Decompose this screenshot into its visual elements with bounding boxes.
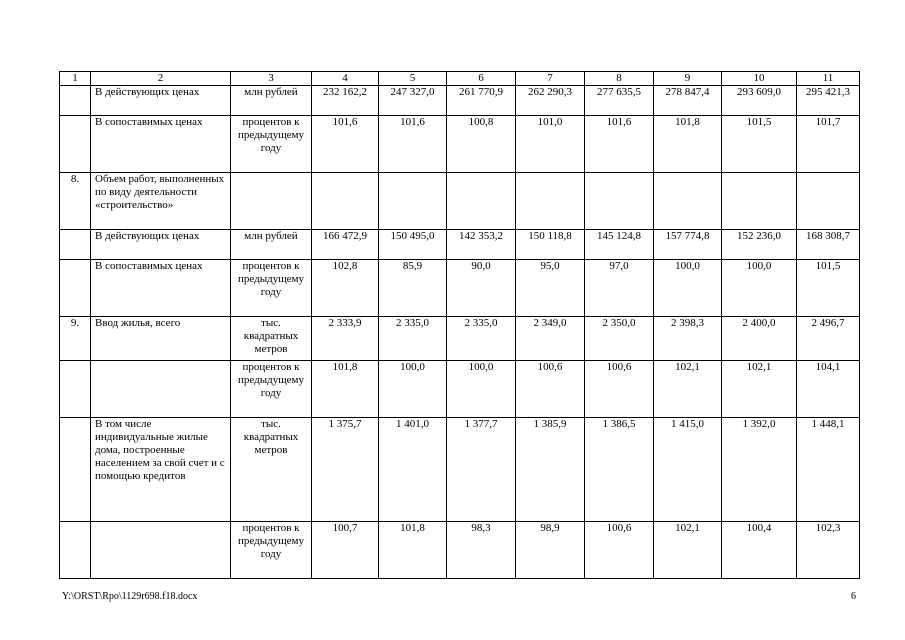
value-cell: 262 290,3 xyxy=(516,86,585,116)
value-cell: 293 609,0 xyxy=(722,86,797,116)
value-cell: 100,0 xyxy=(722,260,797,317)
value-cell: 97,0 xyxy=(585,260,654,317)
value-cell xyxy=(585,173,654,230)
indicator-name: В сопоставимых ценах xyxy=(91,260,231,317)
value-cell: 232 162,2 xyxy=(312,86,379,116)
value-cell: 157 774,8 xyxy=(654,230,722,260)
value-cell: 100,0 xyxy=(654,260,722,317)
value-cell: 102,3 xyxy=(797,522,860,579)
value-cell: 2 350,0 xyxy=(585,317,654,361)
indicator-name: Ввод жилья, всего xyxy=(91,317,231,361)
value-cell: 100,4 xyxy=(722,522,797,579)
value-cell: 98,9 xyxy=(516,522,585,579)
indicator-name: В сопоставимых ценах xyxy=(91,116,231,173)
header-cell: 2 xyxy=(91,72,231,86)
table-row xyxy=(60,522,860,579)
value-cell: 1 448,1 xyxy=(797,418,860,522)
footer-page-number: 6 xyxy=(851,591,856,602)
unit-of-measure: тыс. квадратных метров xyxy=(231,418,312,522)
header-cell: 7 xyxy=(516,72,585,86)
value-cell: 2 333,9 xyxy=(312,317,379,361)
value-cell: 102,1 xyxy=(722,361,797,418)
value-cell: 101,8 xyxy=(379,522,447,579)
header-cell: 4 xyxy=(312,72,379,86)
value-cell: 150 495,0 xyxy=(379,230,447,260)
value-cell xyxy=(447,173,516,230)
value-cell: 1 385,9 xyxy=(516,418,585,522)
value-cell: 102,8 xyxy=(312,260,379,317)
value-cell: 101,6 xyxy=(379,116,447,173)
row-number xyxy=(60,361,91,418)
value-cell: 1 392,0 xyxy=(722,418,797,522)
value-cell: 100,7 xyxy=(312,522,379,579)
value-cell: 142 353,2 xyxy=(447,230,516,260)
header-cell: 8 xyxy=(585,72,654,86)
value-cell: 90,0 xyxy=(447,260,516,317)
indicator-name: В том числе индивидуальные жилые дома, построенные населением за свой счет и с помощью кредитов xyxy=(91,418,231,522)
header-cell: 10 xyxy=(722,72,797,86)
value-cell: 98,3 xyxy=(447,522,516,579)
value-cell xyxy=(722,173,797,230)
table-row xyxy=(60,173,860,230)
value-cell: 1 401,0 xyxy=(379,418,447,522)
table-header-row xyxy=(60,72,860,86)
header-cell: 3 xyxy=(231,72,312,86)
value-cell: 104,1 xyxy=(797,361,860,418)
value-cell: 95,0 xyxy=(516,260,585,317)
row-number xyxy=(60,522,91,579)
unit-of-measure: процентов к предыдущему году xyxy=(231,361,312,418)
value-cell: 85,9 xyxy=(379,260,447,317)
data-table xyxy=(59,71,860,579)
indicator-name xyxy=(91,522,231,579)
unit-of-measure: млн рублей xyxy=(231,86,312,116)
value-cell: 101,7 xyxy=(797,116,860,173)
value-cell: 145 124,8 xyxy=(585,230,654,260)
value-cell: 102,1 xyxy=(654,522,722,579)
table-row xyxy=(60,230,860,260)
value-cell: 277 635,5 xyxy=(585,86,654,116)
table-row xyxy=(60,260,860,317)
row-number: 8. xyxy=(60,173,91,230)
header-cell: 1 xyxy=(60,72,91,86)
value-cell xyxy=(654,173,722,230)
table-row xyxy=(60,418,860,522)
value-cell: 100,0 xyxy=(379,361,447,418)
value-cell: 1 375,7 xyxy=(312,418,379,522)
indicator-name xyxy=(91,361,231,418)
value-cell: 2 398,3 xyxy=(654,317,722,361)
indicator-name: В действующих ценах xyxy=(91,86,231,116)
row-number xyxy=(60,86,91,116)
header-cell: 9 xyxy=(654,72,722,86)
value-cell: 100,8 xyxy=(447,116,516,173)
unit-of-measure: тыс. квадратных метров xyxy=(231,317,312,361)
value-cell: 152 236,0 xyxy=(722,230,797,260)
value-cell: 101,6 xyxy=(585,116,654,173)
value-cell: 101,6 xyxy=(312,116,379,173)
value-cell: 2 400,0 xyxy=(722,317,797,361)
value-cell xyxy=(379,173,447,230)
value-cell xyxy=(516,173,585,230)
header-cell: 5 xyxy=(379,72,447,86)
unit-of-measure: процентов к предыдущему году xyxy=(231,522,312,579)
table-row xyxy=(60,86,860,116)
value-cell: 1 415,0 xyxy=(654,418,722,522)
indicator-name: В действующих ценах xyxy=(91,230,231,260)
value-cell: 101,5 xyxy=(797,260,860,317)
footer-file-path: Y:\ORST\Rpo\1129r698.f18.docx xyxy=(62,591,198,602)
value-cell: 247 327,0 xyxy=(379,86,447,116)
value-cell: 100,6 xyxy=(516,361,585,418)
unit-of-measure: процентов к предыдущему году xyxy=(231,260,312,317)
value-cell: 101,5 xyxy=(722,116,797,173)
value-cell: 100,6 xyxy=(585,522,654,579)
row-number xyxy=(60,418,91,522)
value-cell: 100,6 xyxy=(585,361,654,418)
unit-of-measure xyxy=(231,173,312,230)
value-cell: 150 118,8 xyxy=(516,230,585,260)
value-cell: 261 770,9 xyxy=(447,86,516,116)
value-cell: 2 335,0 xyxy=(447,317,516,361)
value-cell: 278 847,4 xyxy=(654,86,722,116)
header-cell: 11 xyxy=(797,72,860,86)
value-cell: 295 421,3 xyxy=(797,86,860,116)
indicator-name: Объем работ, выполненных по виду деятельности «строительство» xyxy=(91,173,231,230)
value-cell: 101,8 xyxy=(312,361,379,418)
value-cell: 1 386,5 xyxy=(585,418,654,522)
row-number: 9. xyxy=(60,317,91,361)
header-cell: 6 xyxy=(447,72,516,86)
value-cell: 2 335,0 xyxy=(379,317,447,361)
value-cell: 2 349,0 xyxy=(516,317,585,361)
value-cell: 101,8 xyxy=(654,116,722,173)
value-cell: 100,0 xyxy=(447,361,516,418)
value-cell: 101,0 xyxy=(516,116,585,173)
unit-of-measure: млн рублей xyxy=(231,230,312,260)
table-row xyxy=(60,116,860,173)
value-cell: 168 308,7 xyxy=(797,230,860,260)
table-row xyxy=(60,317,860,361)
row-number xyxy=(60,260,91,317)
value-cell xyxy=(797,173,860,230)
value-cell: 166 472,9 xyxy=(312,230,379,260)
value-cell: 102,1 xyxy=(654,361,722,418)
value-cell: 1 377,7 xyxy=(447,418,516,522)
row-number xyxy=(60,116,91,173)
table-row xyxy=(60,361,860,418)
row-number xyxy=(60,230,91,260)
value-cell: 2 496,7 xyxy=(797,317,860,361)
unit-of-measure: процентов к предыдущему году xyxy=(231,116,312,173)
value-cell xyxy=(312,173,379,230)
